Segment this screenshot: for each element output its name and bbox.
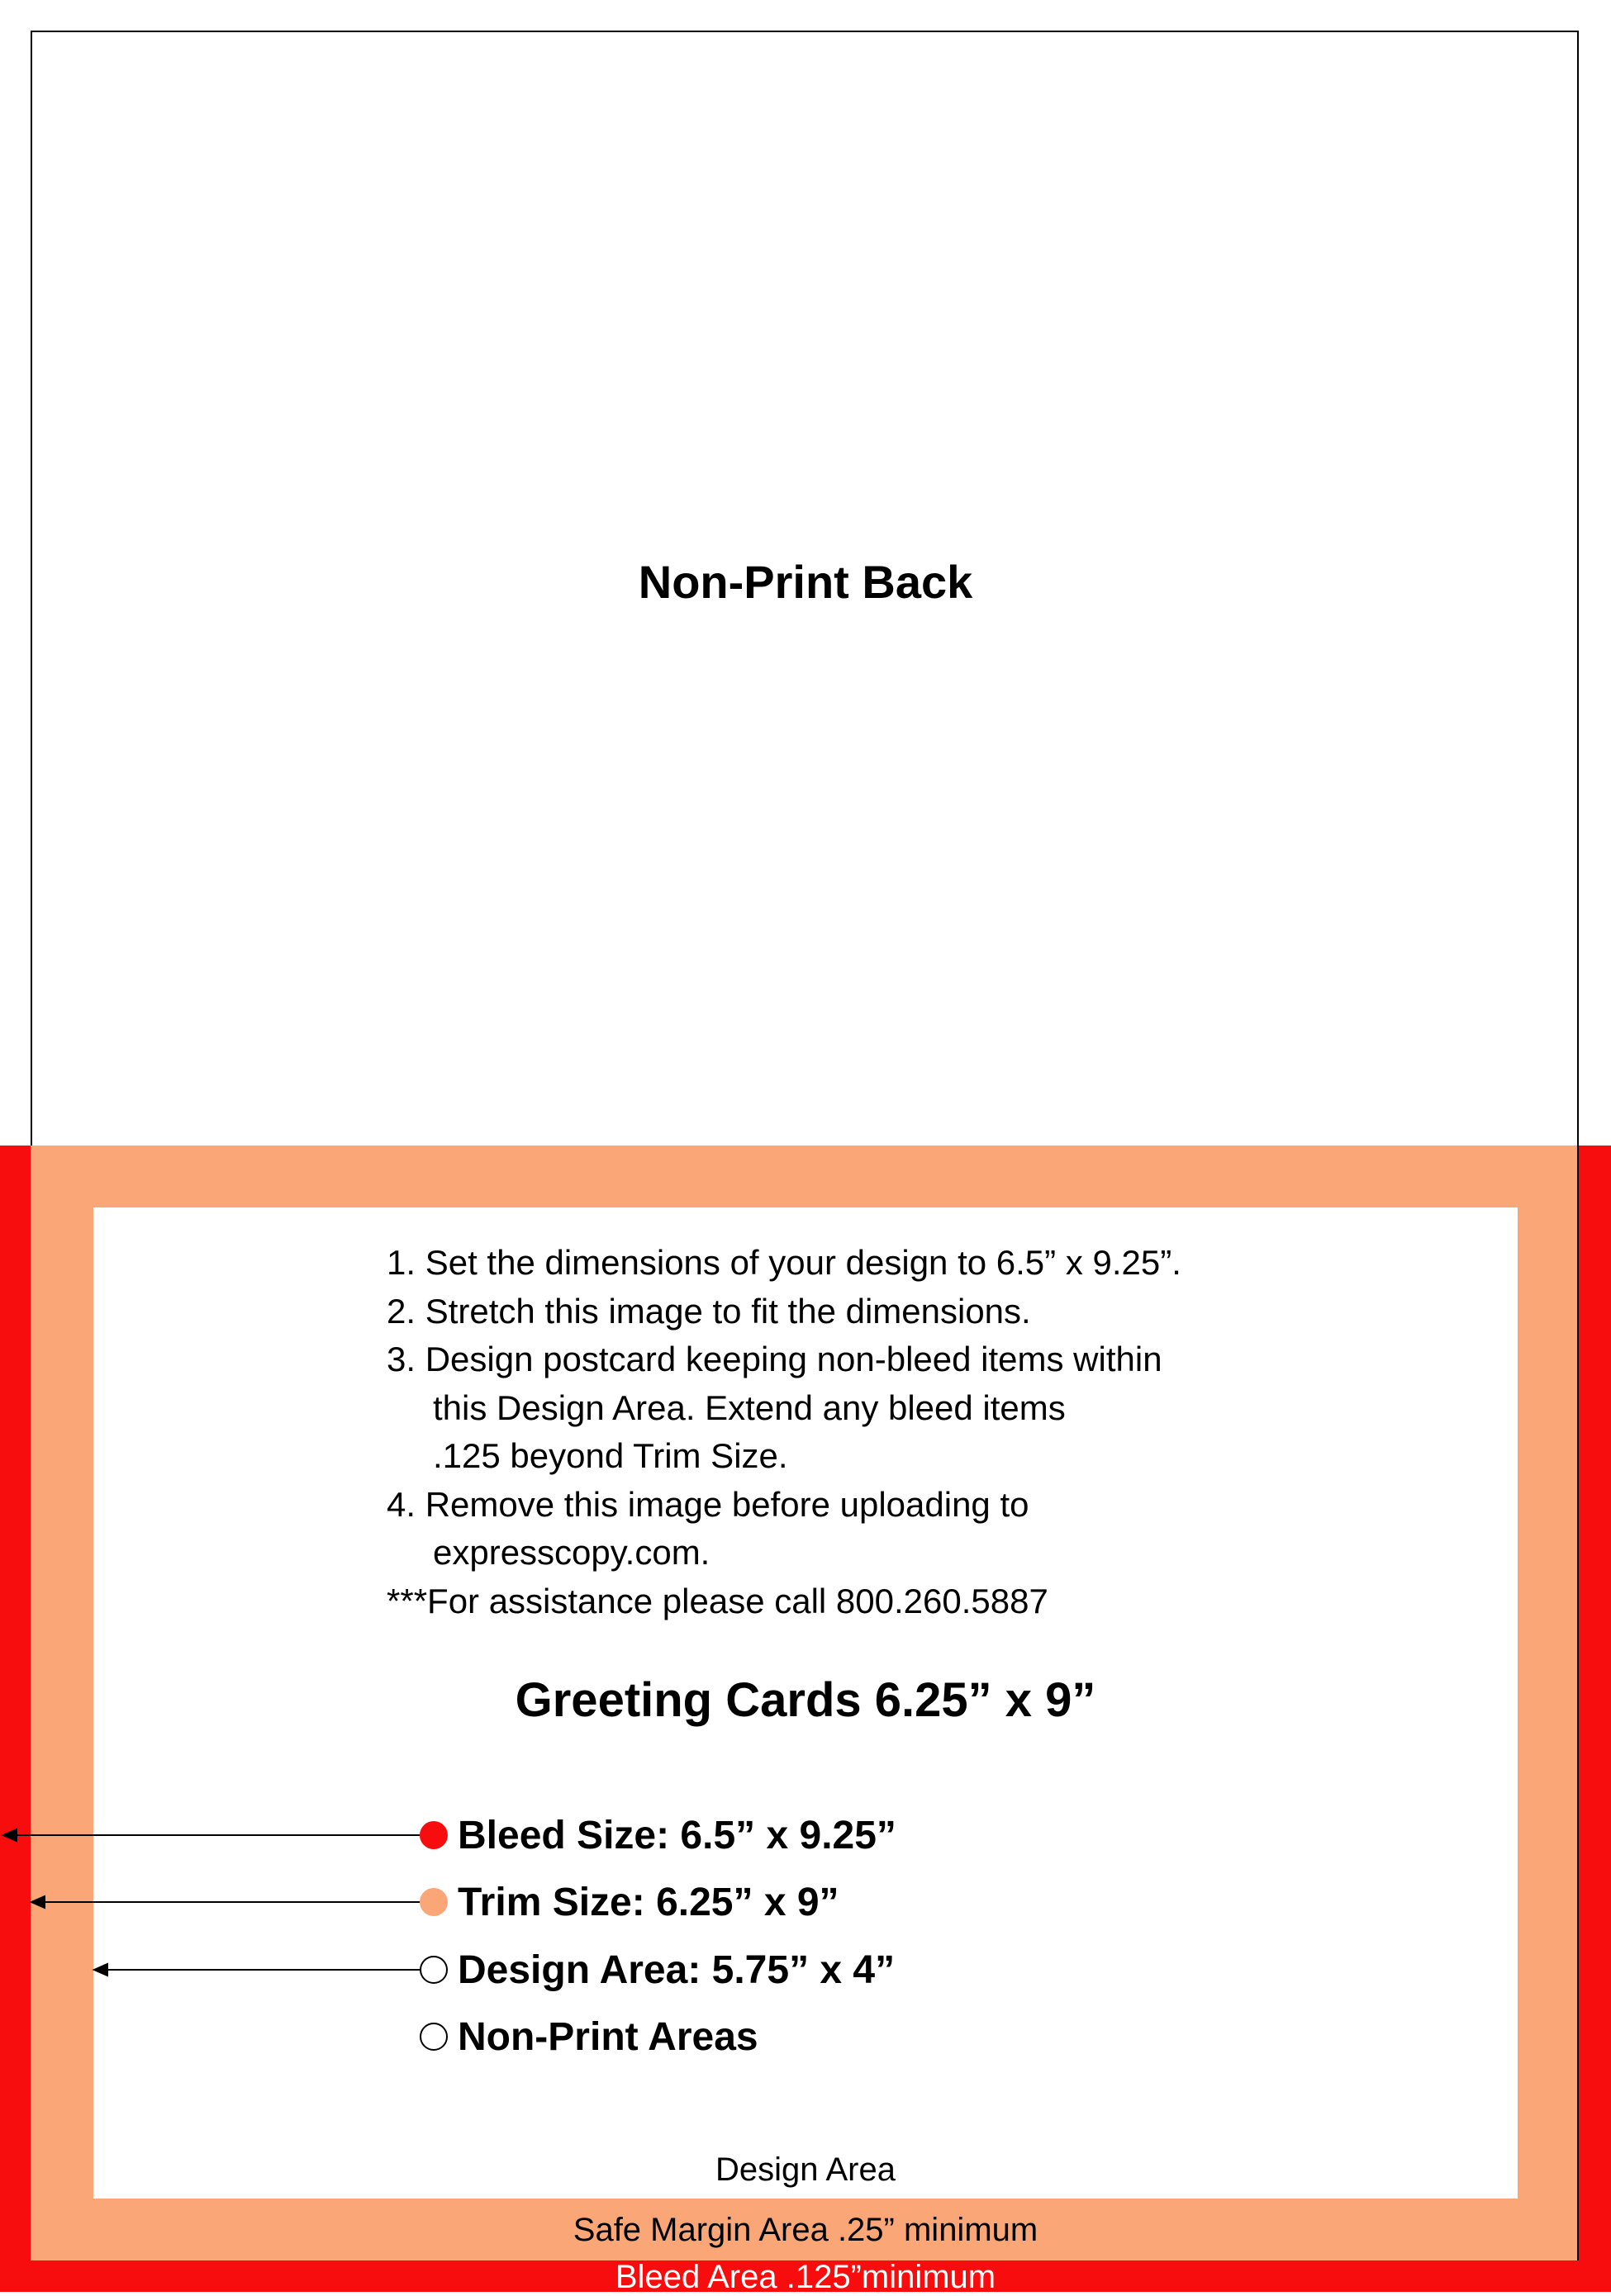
design-dot-icon (420, 1956, 448, 1984)
card-title: Greeting Cards 6.25” x 9” (515, 1673, 1096, 1727)
instruction-4: 4. Remove this image before uploading to (387, 1484, 1029, 1524)
legend-item-bleed: Bleed Size: 6.5” x 9.25” (420, 1810, 896, 1860)
legend-item-nonprint: Non-Print Areas (420, 2012, 758, 2061)
legend-item-design: Design Area: 5.75” x 4” (420, 1945, 895, 1995)
instruction-3-cont-1: this Design Area. Extend any bleed items (433, 1388, 1066, 1427)
nonprint-dot-icon (420, 2023, 448, 2051)
trim-dot-icon (420, 1888, 448, 1916)
instruction-2: 2. Stretch this image to fit the dimensions. (387, 1291, 1031, 1331)
instruction-3: 3. Design postcard keeping non-bleed items within (387, 1340, 1162, 1378)
design-area-label: Design Area (715, 2151, 896, 2188)
assistance-note: ***For assistance please call 800.260.5887 (387, 1581, 1048, 1620)
instruction-3-cont-2: .125 beyond Trim Size. (433, 1436, 788, 1475)
instruction-4-cont: expresscopy.com. (433, 1533, 710, 1572)
bleed-dot-icon (420, 1821, 448, 1849)
instruction-1: 1. Set the dimensions of your design to 6.5” x 9.25”. (387, 1243, 1181, 1282)
bleed-area-label: Bleed Area .125”minimum (615, 2259, 996, 2295)
non-print-back-title: Non-Print Back (638, 556, 973, 608)
design-arrow-head (94, 1964, 107, 1976)
bleed-arrow-head (3, 1829, 17, 1841)
trim-arrow-head (31, 1896, 45, 1908)
legend-item-trim: Trim Size: 6.25” x 9” (420, 1877, 839, 1927)
safe-margin-label: Safe Margin Area .25” minimum (573, 2212, 1038, 2248)
